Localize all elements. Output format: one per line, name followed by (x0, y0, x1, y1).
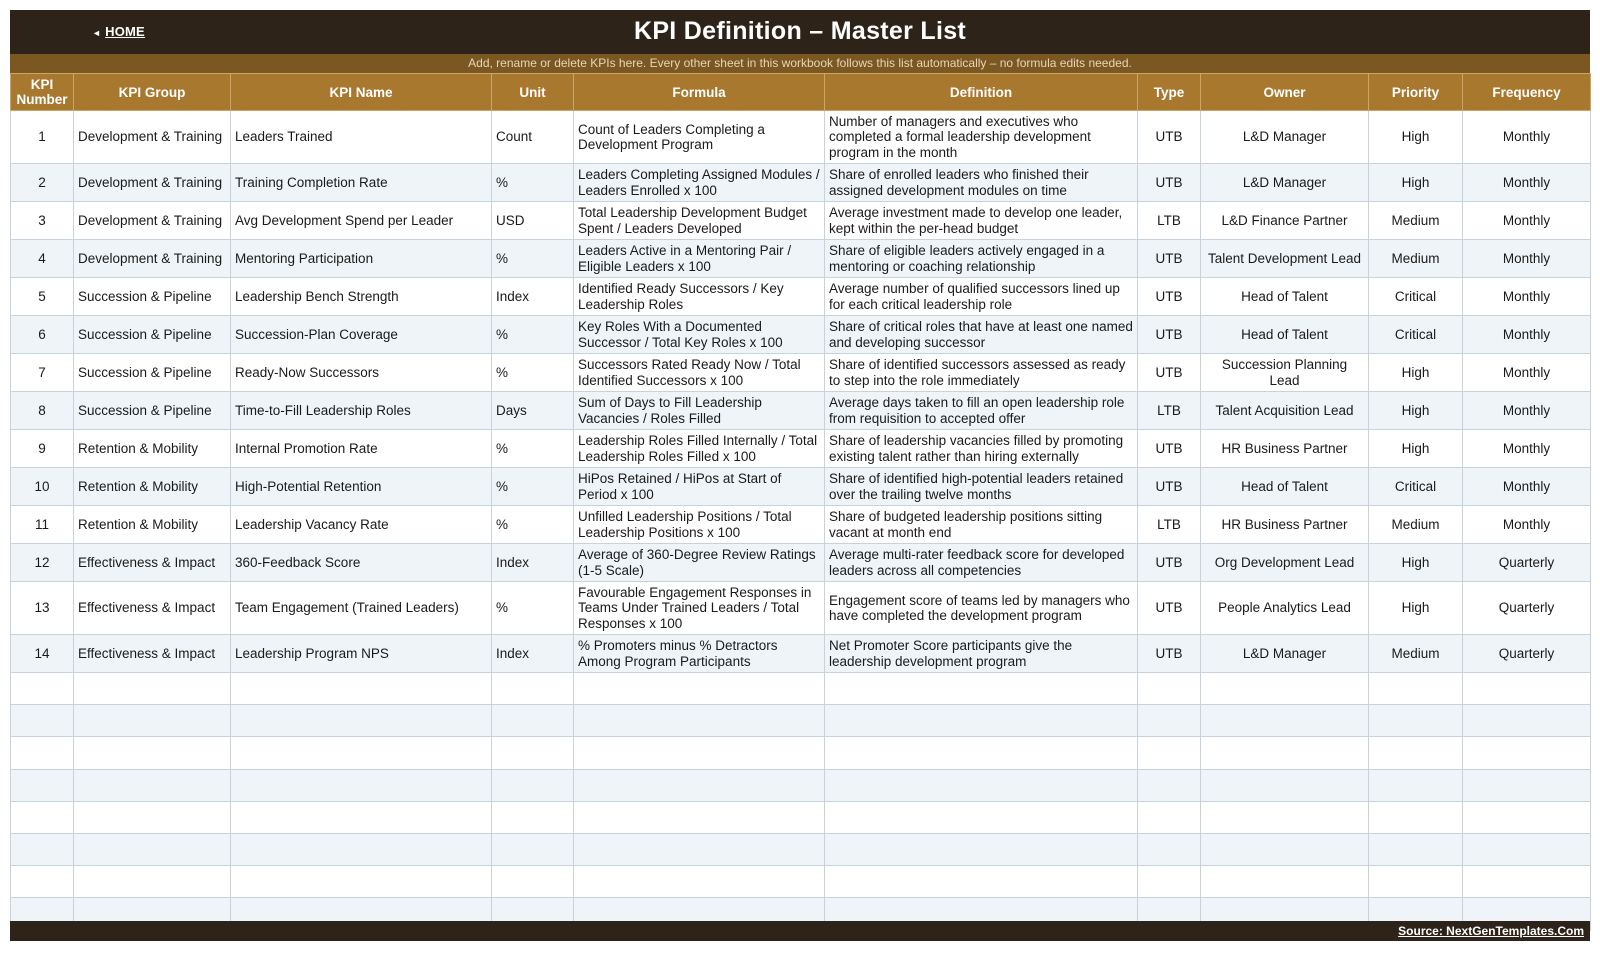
empty-cell[interactable] (1201, 705, 1369, 737)
cell-frequency[interactable]: Monthly (1463, 468, 1591, 506)
home-label: HOME (105, 24, 145, 39)
column-header[interactable]: Type (1138, 74, 1201, 111)
cell-frequency[interactable]: Monthly (1463, 278, 1591, 316)
cell-type[interactable]: UTB (1138, 544, 1201, 582)
cell-unit[interactable]: % (492, 468, 574, 506)
empty-cell[interactable] (1463, 833, 1591, 865)
cell-definition[interactable]: Average multi-rater feedback score for developed leaders across all competencies (825, 544, 1138, 582)
empty-cell[interactable] (825, 833, 1138, 865)
page-title: KPI Definition – Master List (633, 17, 967, 45)
cell-frequency[interactable]: Quarterly (1463, 582, 1591, 635)
column-header[interactable]: Unit (492, 74, 574, 111)
cell-definition[interactable]: Average number of qualified successors lined up for each critical leadership role (825, 278, 1138, 316)
cell-priority[interactable]: Medium (1369, 506, 1463, 544)
cell-num[interactable]: 5 (11, 278, 74, 316)
empty-cell[interactable] (231, 866, 492, 898)
empty-row[interactable] (11, 866, 1591, 898)
cell-name[interactable]: Succession-Plan Coverage (231, 316, 492, 354)
empty-cell[interactable] (574, 801, 825, 833)
empty-cell[interactable] (74, 866, 231, 898)
cell-num[interactable]: 7 (11, 354, 74, 392)
cell-type[interactable]: UTB (1138, 316, 1201, 354)
table-row[interactable] (11, 468, 1591, 506)
column-header[interactable]: Owner (1201, 74, 1369, 111)
cell-unit[interactable]: % (492, 164, 574, 202)
column-header[interactable]: Formula (574, 74, 825, 111)
table-row[interactable] (11, 354, 1591, 392)
cell-definition[interactable]: Share of budgeted leadership positions sitting vacant at month end (825, 506, 1138, 544)
cell-name[interactable]: Internal Promotion Rate (231, 430, 492, 468)
cell-priority[interactable]: High (1369, 544, 1463, 582)
empty-cell[interactable] (1138, 833, 1201, 865)
cell-num[interactable]: 11 (11, 506, 74, 544)
cell-priority[interactable]: Critical (1369, 316, 1463, 354)
empty-cell[interactable] (231, 673, 492, 705)
cell-group[interactable]: Development & Training (74, 111, 231, 164)
cell-definition[interactable]: Number of managers and executives who completed a formal leadership development program in the month (825, 111, 1138, 164)
empty-row[interactable] (11, 673, 1591, 705)
cell-group[interactable]: Development & Training (74, 164, 231, 202)
cell-frequency[interactable]: Monthly (1463, 316, 1591, 354)
cell-definition[interactable]: Average days taken to fill an open leadership role from requisition to accepted offer (825, 392, 1138, 430)
cell-priority[interactable]: High (1369, 392, 1463, 430)
cell-owner[interactable]: HR Business Partner (1201, 430, 1369, 468)
cell-name[interactable]: 360-Feedback Score (231, 544, 492, 582)
empty-cell[interactable] (1369, 705, 1463, 737)
cell-group[interactable]: Retention & Mobility (74, 468, 231, 506)
cell-owner[interactable]: Talent Development Lead (1201, 240, 1369, 278)
table-row[interactable] (11, 635, 1591, 673)
empty-cell[interactable] (1463, 866, 1591, 898)
cell-unit[interactable]: % (492, 240, 574, 278)
empty-cell[interactable] (1463, 705, 1591, 737)
table-row[interactable] (11, 430, 1591, 468)
cell-group[interactable]: Succession & Pipeline (74, 316, 231, 354)
table-row[interactable] (11, 278, 1591, 316)
cell-owner[interactable]: HR Business Partner (1201, 506, 1369, 544)
cell-frequency[interactable]: Monthly (1463, 354, 1591, 392)
empty-cell[interactable] (74, 737, 231, 769)
cell-owner[interactable]: L&D Manager (1201, 111, 1369, 164)
table-row[interactable] (11, 544, 1591, 582)
cell-frequency[interactable]: Monthly (1463, 202, 1591, 240)
table-row[interactable] (11, 111, 1591, 164)
cell-group[interactable]: Succession & Pipeline (74, 278, 231, 316)
empty-cell[interactable] (74, 801, 231, 833)
cell-formula[interactable]: Average of 360-Degree Review Ratings (1-5 Scale) (574, 544, 825, 582)
sheet-frame (10, 10, 1590, 931)
empty-cell[interactable] (11, 769, 74, 801)
table-row[interactable] (11, 316, 1591, 354)
cell-owner[interactable]: Head of Talent (1201, 316, 1369, 354)
cell-num[interactable]: 1 (11, 111, 74, 164)
cell-group[interactable]: Development & Training (74, 240, 231, 278)
cell-num[interactable]: 10 (11, 468, 74, 506)
empty-cell[interactable] (1201, 866, 1369, 898)
cell-formula[interactable]: Leaders Completing Assigned Modules / Leaders Enrolled x 100 (574, 164, 825, 202)
cell-unit[interactable]: USD (492, 202, 574, 240)
table-header-row (11, 74, 1591, 111)
cell-owner[interactable]: Org Development Lead (1201, 544, 1369, 582)
empty-cell[interactable] (1369, 769, 1463, 801)
empty-cell[interactable] (11, 801, 74, 833)
cell-unit[interactable]: % (492, 582, 574, 635)
empty-cell[interactable] (1463, 769, 1591, 801)
cell-frequency[interactable]: Monthly (1463, 430, 1591, 468)
cell-priority[interactable]: Critical (1369, 278, 1463, 316)
cell-type[interactable]: UTB (1138, 278, 1201, 316)
cell-owner[interactable]: Talent Acquisition Lead (1201, 392, 1369, 430)
cell-owner[interactable]: L&D Manager (1201, 164, 1369, 202)
table-row[interactable] (11, 202, 1591, 240)
cell-definition[interactable]: Share of critical roles that have at least one named and developing successor (825, 316, 1138, 354)
cell-unit[interactable]: Days (492, 392, 574, 430)
empty-cell[interactable] (231, 801, 492, 833)
cell-name[interactable]: Leadership Bench Strength (231, 278, 492, 316)
table-row[interactable] (11, 164, 1591, 202)
cell-owner[interactable]: Head of Talent (1201, 468, 1369, 506)
cell-frequency[interactable]: Monthly (1463, 392, 1591, 430)
column-header[interactable]: Priority (1369, 74, 1463, 111)
cell-frequency[interactable]: Monthly (1463, 240, 1591, 278)
cell-formula[interactable]: Successors Rated Ready Now / Total Identified Successors x 100 (574, 354, 825, 392)
empty-cell[interactable] (574, 769, 825, 801)
cell-formula[interactable]: Sum of Days to Fill Leadership Vacancies / Roles Filled (574, 392, 825, 430)
empty-row[interactable] (11, 801, 1591, 833)
cell-frequency[interactable]: Monthly (1463, 111, 1591, 164)
cell-name[interactable]: Mentoring Participation (231, 240, 492, 278)
cell-unit[interactable]: % (492, 354, 574, 392)
cell-num[interactable]: 13 (11, 582, 74, 635)
cell-unit[interactable]: Index (492, 278, 574, 316)
cell-formula[interactable]: Leadership Roles Filled Internally / Total Leadership Roles Filled x 100 (574, 430, 825, 468)
cell-type[interactable]: UTB (1138, 240, 1201, 278)
empty-cell[interactable] (1463, 737, 1591, 769)
empty-cell[interactable] (11, 705, 74, 737)
cell-definition[interactable]: Share of identified successors assessed as ready to step into the role immediately (825, 354, 1138, 392)
cell-owner[interactable]: People Analytics Lead (1201, 582, 1369, 635)
kpi-table (10, 73, 1591, 931)
cell-type[interactable]: UTB (1138, 111, 1201, 164)
table-row[interactable] (11, 240, 1591, 278)
cell-name[interactable]: Leaders Trained (231, 111, 492, 164)
column-header[interactable]: Definition (825, 74, 1138, 111)
empty-cell[interactable] (1201, 801, 1369, 833)
cell-priority[interactable]: High (1369, 582, 1463, 635)
cell-type[interactable]: UTB (1138, 164, 1201, 202)
cell-type[interactable]: UTB (1138, 468, 1201, 506)
empty-cell[interactable] (492, 737, 574, 769)
cell-name[interactable]: Time-to-Fill Leadership Roles (231, 392, 492, 430)
cell-name[interactable]: Ready-Now Successors (231, 354, 492, 392)
empty-cell[interactable] (825, 866, 1138, 898)
cell-num[interactable]: 12 (11, 544, 74, 582)
empty-cell[interactable] (11, 866, 74, 898)
cell-formula[interactable]: % Promoters minus % Detractors Among Program Participants (574, 635, 825, 673)
empty-cell[interactable] (1138, 737, 1201, 769)
empty-cell[interactable] (11, 673, 74, 705)
empty-cell[interactable] (1369, 866, 1463, 898)
cell-formula[interactable]: Key Roles With a Documented Successor / Total Key Roles x 100 (574, 316, 825, 354)
cell-num[interactable]: 8 (11, 392, 74, 430)
empty-row[interactable] (11, 833, 1591, 865)
cell-name[interactable]: Team Engagement (Trained Leaders) (231, 582, 492, 635)
column-header[interactable]: KPI Name (231, 74, 492, 111)
source-link[interactable]: Source: NextGenTemplates.Com (1398, 924, 1584, 938)
empty-cell[interactable] (825, 673, 1138, 705)
cell-num[interactable]: 2 (11, 164, 74, 202)
cell-num[interactable]: 14 (11, 635, 74, 673)
empty-cell[interactable] (1201, 769, 1369, 801)
empty-cell[interactable] (1201, 737, 1369, 769)
cell-formula[interactable]: Identified Ready Successors / Key Leadership Roles (574, 278, 825, 316)
empty-cell[interactable] (74, 673, 231, 705)
cell-formula[interactable]: HiPos Retained / HiPos at Start of Period x 100 (574, 468, 825, 506)
instructions-banner: Add, rename or delete KPIs here. Every other sheet in this workbook follows this list automatically – no formula edits needed. (10, 54, 1590, 73)
cell-type[interactable]: UTB (1138, 582, 1201, 635)
empty-cell[interactable] (231, 705, 492, 737)
column-header[interactable]: KPI Group (74, 74, 231, 111)
cell-unit[interactable]: Index (492, 544, 574, 582)
cell-group[interactable]: Development & Training (74, 202, 231, 240)
cell-name[interactable]: Training Completion Rate (231, 164, 492, 202)
cell-definition[interactable]: Net Promoter Score participants give the leadership development program (825, 635, 1138, 673)
cell-group[interactable]: Effectiveness & Impact (74, 582, 231, 635)
cell-owner[interactable]: L&D Manager (1201, 635, 1369, 673)
cell-definition[interactable]: Average investment made to develop one leader, kept within the per-head budget (825, 202, 1138, 240)
cell-definition[interactable]: Share of enrolled leaders who finished their assigned development modules on time (825, 164, 1138, 202)
cell-type[interactable]: LTB (1138, 202, 1201, 240)
empty-cell[interactable] (492, 705, 574, 737)
cell-group[interactable]: Succession & Pipeline (74, 354, 231, 392)
cell-name[interactable]: Avg Development Spend per Leader (231, 202, 492, 240)
empty-cell[interactable] (492, 866, 574, 898)
empty-cell[interactable] (825, 801, 1138, 833)
empty-cell[interactable] (1201, 673, 1369, 705)
empty-cell[interactable] (1138, 705, 1201, 737)
table-row[interactable] (11, 582, 1591, 635)
cell-formula[interactable]: Total Leadership Development Budget Spent / Leaders Developed (574, 202, 825, 240)
cell-definition[interactable]: Share of leadership vacancies filled by promoting existing talent rather than hiring externally (825, 430, 1138, 468)
empty-cell[interactable] (231, 833, 492, 865)
empty-cell[interactable] (1138, 801, 1201, 833)
cell-unit[interactable]: Index (492, 635, 574, 673)
cell-formula[interactable]: Unfilled Leadership Positions / Total Leadership Positions x 100 (574, 506, 825, 544)
cell-priority[interactable]: Critical (1369, 468, 1463, 506)
left-arrow-icon: ◄ (92, 28, 102, 38)
cell-num[interactable]: 9 (11, 430, 74, 468)
cell-frequency[interactable]: Quarterly (1463, 544, 1591, 582)
empty-cell[interactable] (492, 801, 574, 833)
cell-priority[interactable]: High (1369, 111, 1463, 164)
empty-cell[interactable] (825, 769, 1138, 801)
cell-type[interactable]: LTB (1138, 506, 1201, 544)
empty-cell[interactable] (574, 833, 825, 865)
cell-group[interactable]: Retention & Mobility (74, 430, 231, 468)
footer-bar (10, 921, 1590, 941)
title-bar (10, 10, 1590, 54)
empty-cell[interactable] (231, 737, 492, 769)
empty-cell[interactable] (1138, 866, 1201, 898)
empty-cell[interactable] (825, 737, 1138, 769)
empty-cell[interactable] (492, 769, 574, 801)
cell-name[interactable]: Leadership Program NPS (231, 635, 492, 673)
cell-owner[interactable]: L&D Finance Partner (1201, 202, 1369, 240)
empty-cell[interactable] (1138, 769, 1201, 801)
empty-cell[interactable] (74, 769, 231, 801)
empty-cell[interactable] (574, 737, 825, 769)
cell-priority[interactable]: High (1369, 164, 1463, 202)
cell-group[interactable]: Effectiveness & Impact (74, 635, 231, 673)
cell-formula[interactable]: Count of Leaders Completing a Development Program (574, 111, 825, 164)
table-row[interactable] (11, 392, 1591, 430)
cell-name[interactable]: High-Potential Retention (231, 468, 492, 506)
empty-cell[interactable] (1463, 673, 1591, 705)
cell-priority[interactable]: Medium (1369, 240, 1463, 278)
empty-cell[interactable] (574, 673, 825, 705)
table-body (11, 111, 1591, 931)
empty-cell[interactable] (492, 833, 574, 865)
cell-owner[interactable]: Head of Talent (1201, 278, 1369, 316)
empty-cell[interactable] (1201, 833, 1369, 865)
empty-cell[interactable] (1369, 833, 1463, 865)
empty-cell[interactable] (825, 705, 1138, 737)
table-row[interactable] (11, 506, 1591, 544)
cell-type[interactable]: UTB (1138, 430, 1201, 468)
cell-num[interactable]: 6 (11, 316, 74, 354)
cell-formula[interactable]: Leaders Active in a Mentoring Pair / Eligible Leaders x 100 (574, 240, 825, 278)
cell-group[interactable]: Succession & Pipeline (74, 392, 231, 430)
empty-cell[interactable] (74, 833, 231, 865)
empty-cell[interactable] (1369, 673, 1463, 705)
cell-owner[interactable]: Succession Planning Lead (1201, 354, 1369, 392)
cell-definition[interactable]: Share of identified high-potential leaders retained over the trailing twelve months (825, 468, 1138, 506)
cell-unit[interactable]: % (492, 506, 574, 544)
cell-type[interactable]: UTB (1138, 354, 1201, 392)
cell-definition[interactable]: Share of eligible leaders actively engaged in a mentoring or coaching relationship (825, 240, 1138, 278)
cell-definition[interactable]: Engagement score of teams led by managers who have completed the development program (825, 582, 1138, 635)
empty-cell[interactable] (11, 833, 74, 865)
empty-cell[interactable] (231, 769, 492, 801)
empty-cell[interactable] (574, 705, 825, 737)
cell-priority[interactable]: High (1369, 430, 1463, 468)
cell-num[interactable]: 3 (11, 202, 74, 240)
empty-cell[interactable] (574, 866, 825, 898)
cell-group[interactable]: Retention & Mobility (74, 506, 231, 544)
cell-type[interactable]: UTB (1138, 635, 1201, 673)
cell-priority[interactable]: High (1369, 354, 1463, 392)
cell-group[interactable]: Effectiveness & Impact (74, 544, 231, 582)
cell-unit[interactable]: % (492, 316, 574, 354)
cell-unit[interactable]: Count (492, 111, 574, 164)
cell-name[interactable]: Leadership Vacancy Rate (231, 506, 492, 544)
empty-cell[interactable] (11, 737, 74, 769)
column-header[interactable]: KPI Number (11, 74, 74, 111)
empty-cell[interactable] (1369, 801, 1463, 833)
empty-cell[interactable] (492, 673, 574, 705)
cell-num[interactable]: 4 (11, 240, 74, 278)
cell-priority[interactable]: Medium (1369, 202, 1463, 240)
cell-unit[interactable]: % (492, 430, 574, 468)
empty-cell[interactable] (1138, 673, 1201, 705)
cell-frequency[interactable]: Quarterly (1463, 635, 1591, 673)
empty-cell[interactable] (1463, 801, 1591, 833)
cell-type[interactable]: LTB (1138, 392, 1201, 430)
empty-cell[interactable] (74, 705, 231, 737)
empty-row[interactable] (11, 705, 1591, 737)
cell-frequency[interactable]: Monthly (1463, 506, 1591, 544)
empty-row[interactable] (11, 737, 1591, 769)
cell-formula[interactable]: Favourable Engagement Responses in Teams Under Trained Leaders / Total Responses x 100 (574, 582, 825, 635)
empty-row[interactable] (11, 769, 1591, 801)
cell-priority[interactable]: Medium (1369, 635, 1463, 673)
empty-cell[interactable] (1369, 737, 1463, 769)
column-header[interactable]: Frequency (1463, 74, 1591, 111)
cell-frequency[interactable]: Monthly (1463, 164, 1591, 202)
